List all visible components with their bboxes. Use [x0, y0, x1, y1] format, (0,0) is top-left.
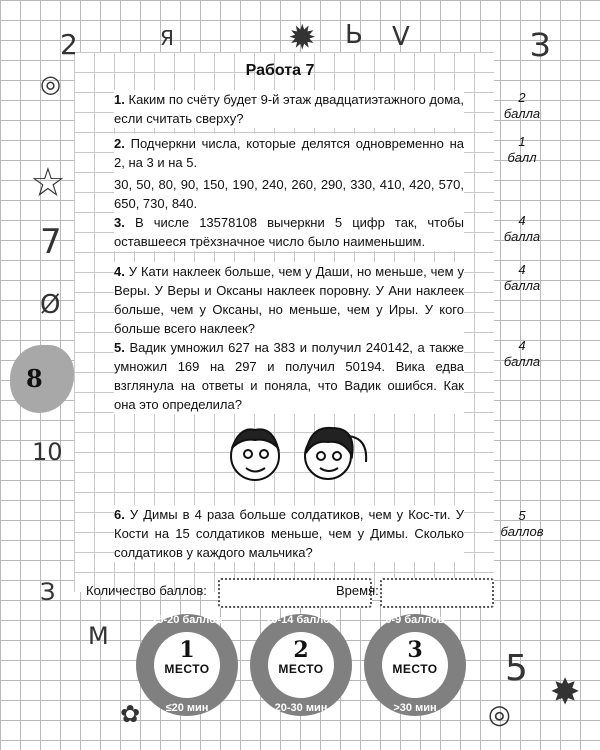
- task-1: [114, 90, 464, 128]
- medal-place-label: МЕСТО: [278, 662, 324, 676]
- doodle-5-icon: 5: [505, 648, 528, 689]
- task-number: 4.: [114, 264, 125, 279]
- medal-third-place: [364, 614, 466, 716]
- task-number: 3.: [114, 215, 125, 230]
- medal-score-range: 10-14 баллов: [265, 614, 337, 626]
- task-number: 6.: [114, 507, 125, 522]
- doodle-splat-icon: ✸: [550, 672, 581, 713]
- task-text: У Димы в 4 раза больше солдатиков, чем у Кос-ти. У Кости на 15 солдатиков меньше, чем у Димы. Сколько солдатиков у каждого мальчика?: [114, 507, 464, 560]
- medal-number: 3: [407, 637, 423, 663]
- medal-number: 2: [293, 637, 309, 663]
- task-2-points: [492, 134, 552, 166]
- points-value: 5: [518, 508, 526, 523]
- points-value: 1: [518, 134, 526, 149]
- task-text: Каким по счёту будет 9-й этаж двадцатиэтажного дома, если считать сверху?: [114, 92, 464, 126]
- medal-first-place: [136, 614, 238, 716]
- doodle-3-icon: З: [530, 26, 551, 64]
- medal-score-range: 0-9 баллов: [385, 614, 445, 626]
- task-5-points: [492, 338, 552, 370]
- task-4: [114, 262, 464, 338]
- doodle-swirl-icon: ◎: [40, 70, 61, 98]
- task-2: [114, 134, 464, 213]
- doodle-7-icon: 7: [40, 222, 62, 262]
- task-3: [114, 213, 464, 251]
- medal-place-label: МЕСТО: [392, 662, 438, 676]
- task-3-points: [492, 213, 552, 245]
- doodle-flower-icon: ✿: [120, 700, 141, 728]
- medal-time: ≤20 мин: [165, 702, 209, 714]
- points-value: 4: [518, 213, 526, 228]
- points-word: балла: [503, 354, 541, 369]
- doodle-ya-icon: Я: [160, 26, 174, 50]
- task-numbers: 30, 50, 80, 90, 150, 190, 240, 260, 290, 330, 410, 420, 570, 650, 730, 840.: [114, 177, 464, 211]
- doodle-ring-icon: ◎: [488, 700, 511, 730]
- children-illustration: [210, 418, 380, 488]
- medal-time: 20-30 мин: [274, 702, 328, 714]
- doodle-3b-icon: З: [40, 578, 56, 606]
- doodle-m-icon: M: [88, 622, 109, 650]
- points-word: баллов: [500, 524, 544, 539]
- score-label: Количество баллов:: [86, 583, 207, 598]
- page-title: Работа 7: [245, 62, 315, 79]
- points-value: 2: [518, 90, 526, 105]
- task-text: Подчеркни числа, которые делятся одновременно на 2, на 3 и на 5.: [114, 136, 464, 170]
- doodle-star-icon: ✹: [288, 18, 317, 58]
- medal-number: 1: [179, 637, 195, 663]
- doodle-b-icon: Ь: [345, 20, 363, 50]
- points-word: балла: [503, 229, 541, 244]
- points-word: балл: [507, 150, 537, 165]
- task-text: У Кати наклеек больше, чем у Даши, но меньше, чем у Веры. У Веры и Оксаны наклеек поровну. У Ани наклеек больше, чем у Оксаны, но меньше, чем у Иры. У кого больше всего наклеек?: [114, 264, 464, 336]
- medal-score-range: 15-20 баллов: [151, 614, 223, 626]
- task-5: [114, 338, 464, 414]
- task-number: 5.: [114, 340, 125, 355]
- doodle-0-icon: Ø: [40, 290, 61, 320]
- points-word: балла: [503, 106, 541, 121]
- task-number: 2.: [114, 136, 125, 151]
- task-6: [114, 505, 464, 562]
- doodle-v-icon: V: [392, 22, 410, 52]
- task-1-points: [492, 90, 552, 122]
- task-text: В числе 13578108 вычеркни 5 цифр так, чтобы оставшееся трёхзначное число было наименьшим.: [114, 215, 464, 249]
- task-number: 1.: [114, 92, 125, 107]
- medal-second-place: [250, 614, 352, 716]
- points-value: 4: [518, 338, 526, 353]
- page-number: 8: [26, 364, 43, 393]
- doodle-10-icon: 10: [32, 438, 63, 466]
- task-text: Вадик умножил 627 на 383 и получил 240142, а также умножил 169 на 297 и получил 50194. Вика едва взглянула на ответы и поняла, что Вадик ошибся. Как она это определила?: [114, 340, 464, 412]
- points-value: 4: [518, 262, 526, 277]
- doodle-star-large-icon: ☆: [30, 160, 66, 206]
- medal-place-label: МЕСТО: [164, 662, 210, 676]
- time-input[interactable]: [380, 578, 494, 608]
- task-6-points: [492, 508, 552, 540]
- medal-time: >30 мин: [393, 702, 437, 714]
- doodle-2-icon: 2: [60, 28, 78, 61]
- time-label: Время:: [336, 583, 379, 598]
- points-word: балла: [503, 278, 541, 293]
- task-4-points: [492, 262, 552, 294]
